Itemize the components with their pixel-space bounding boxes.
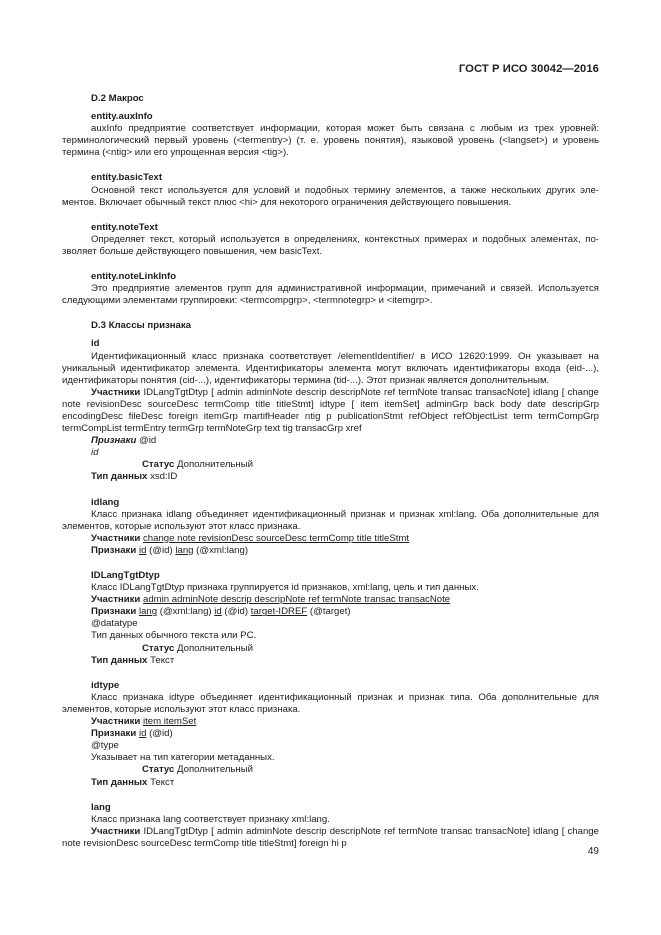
status-id [62, 459, 599, 471]
members-value: IDLangTgtDtyp [ admin adminNote descrip descripNote ref termNote transac transacNote] idlang [ change note revisionDesc sourceDesc termComp title titleStmt] idtype [ item itemSet] adminGrp back body date descripGrp encodingDesc fileDesc foreign itemGrp martifHeader ntig p publicationStmt refObject refObjectList term termCompGrp termCompList termEntry termGrp termNoteGrp text tig transacGrp xref [62, 386, 599, 435]
attribute-link-id[interactable]: id [138, 728, 147, 740]
definition-entity-auxinfo: auxInfo предприятие соответствует информации, которая может быть связана с любым из трех уровней: терминологический первый уровень (<termentry>) (т. е. уровень понятия), языковой уровень (<langset>) и уровень термина (<ntig> или его упрощенная версия <tig>). [62, 123, 599, 159]
members-label: Участники [91, 532, 141, 544]
term-lang: lang [91, 801, 111, 813]
page-number: 49 [587, 846, 599, 857]
term-idlangtgtdtyp: IDLangTgtDtyp [91, 570, 160, 581]
datatype-value: xsd:ID [150, 471, 178, 483]
status-value: Дополнительный [177, 459, 253, 471]
term-entity-auxinfo: entity.auxInfo [91, 111, 153, 123]
members-label: Участники [91, 594, 141, 606]
attributes-label: Признаки [91, 728, 137, 740]
attribute-ref-target: (@target) [309, 606, 351, 618]
status-idtype [62, 764, 599, 776]
members-links[interactable]: admin adminNote descrip descripNote ref termNote transac transacNote [142, 594, 451, 606]
datatype-id [62, 471, 599, 483]
attribute-link-lang[interactable]: lang [138, 606, 158, 618]
members-links[interactable]: item itemSet [142, 716, 197, 728]
attribute-ref-lang: (@xml:lang) [159, 606, 212, 618]
attribute-type: @type [91, 740, 119, 752]
term-idlang: idlang [91, 496, 120, 508]
attribute-link-id[interactable]: id [214, 606, 222, 618]
page-content [62, 93, 599, 850]
status-label: Статус [142, 459, 175, 471]
section-heading-d3: D.3 Классы признака [91, 320, 191, 332]
members-idlangtgtdtyp [62, 594, 599, 606]
definition-lang: Класс признака lang соответствует признаку xml:lang. [91, 813, 330, 825]
definition-entity-notetext: Определяет текст, который используется в определениях, контекстных примерах и подобных элементах, по-зволяет больше действующего повышения, чем basicText. [62, 233, 599, 257]
definition-id: Идентификационный класс признака соответствует /elementIdentifier/ в ИСО 12620:1999. Он указывает на уникальный идентификатор элемента. Идентификаторы элемента могут включать идентификаторы входа (eid-...), идентификаторы понятия (cid-...), идентификаторы термина (tid-...). Этот признак является дополнительным. [62, 350, 599, 386]
term-entity-notelinkinfo: entity.noteLinkInfo [91, 271, 177, 283]
definition-idlang: Класс признака idlang объединяет идентификационный признак и признак xml:lang. Оба дополнительные для элементов, которые используют этот класс признака. [62, 508, 599, 532]
attribute-ref-id: (@id) [149, 728, 173, 740]
members-value: IDLangTgtDtyp [ admin adminNote descrip descripNote ref termNote transac transacNote] idlang [ change note revisionDesc sourceDesc termComp title titleStmt] foreign hi p [62, 825, 599, 849]
members-label: Участники [91, 386, 141, 398]
attributes-value: @id [139, 435, 157, 447]
term-entity-basictext: entity.basicText [91, 172, 163, 184]
status-value: Дополнительный [177, 642, 253, 654]
datatype-value: Текст [150, 654, 175, 666]
attributes-idlangtgtdtyp [62, 606, 599, 618]
definition-idtype: Класс признака idtype объединяет идентификационный признак и признак типа. Оба дополнительные для элементов, которые используют этот класс признака. [62, 691, 599, 715]
status-label: Статус [142, 764, 175, 776]
definition-entity-basictext: Основной текст используется для условий и подобных термину элементов, а также нескольких других эле-ментов. Включает обычный текст плюс <hi> для некоторого ограничения действующего повышения. [62, 184, 599, 208]
attributes-label: Признаки [91, 544, 137, 556]
members-idtype [62, 716, 599, 728]
definition-idlangtgtdtyp: Класс IDLangTgtDtyp признака группируется id признаков, xml:lang, цель и тип данных. [91, 582, 479, 594]
term-idtype: idtype [91, 679, 120, 691]
term-id: id [91, 338, 100, 350]
datatype-label: Тип данных [91, 776, 148, 788]
datatype-label: Тип данных [91, 471, 148, 483]
section-heading-d2: D.2 Макрос [91, 93, 144, 104]
datatype-idtype [62, 777, 599, 789]
members-id [62, 387, 599, 435]
members-lang [62, 826, 599, 850]
attributes-id [62, 435, 599, 447]
attributes-label: Признаки [91, 435, 137, 447]
definition-entity-notelinkinfo: Это предприятие элементов групп для административной информации, примечаний и связей. Используется следующими элементами группировки: <termcompgrp>, <termnotegrp> и <itemgrp>. [62, 283, 599, 307]
datatype-label: Тип данных [91, 654, 148, 666]
members-links[interactable]: change note revisionDesc sourceDesc termComp title titleStmt [142, 532, 410, 544]
attribute-ref-lang: (@xml:lang) [196, 544, 249, 556]
attribute-link-lang[interactable]: lang [175, 544, 194, 556]
status-label: Статус [142, 642, 175, 654]
attribute-ref-id: (@id) [149, 544, 173, 556]
attributes-label: Признаки [91, 606, 137, 618]
attribute-link-target[interactable]: target-IDREF [250, 606, 308, 618]
members-label: Участники [91, 716, 141, 728]
attribute-datatype-description: Тип данных обычного текста или PC. [91, 630, 257, 642]
datatype-value: Текст [150, 776, 175, 788]
attribute-name-id: id [91, 447, 99, 459]
attribute-ref-id: (@id) [224, 606, 249, 618]
status-idlangtgtdtyp [62, 643, 599, 655]
attribute-type-description: Указывает на тип категории метаданных. [91, 752, 275, 764]
datatype-idlangtgtdtyp [62, 655, 599, 667]
attributes-idlang [62, 545, 599, 557]
members-label: Участники [91, 825, 141, 837]
attributes-idtype [62, 728, 599, 740]
status-value: Дополнительный [177, 764, 253, 776]
term-entity-notetext: entity.noteText [91, 221, 158, 233]
attribute-link-id[interactable]: id [138, 544, 147, 556]
attribute-datatype: @datatype [91, 618, 138, 630]
members-idlang [62, 533, 599, 545]
document-id: ГОСТ Р ИСО 30042—2016 [458, 63, 599, 75]
